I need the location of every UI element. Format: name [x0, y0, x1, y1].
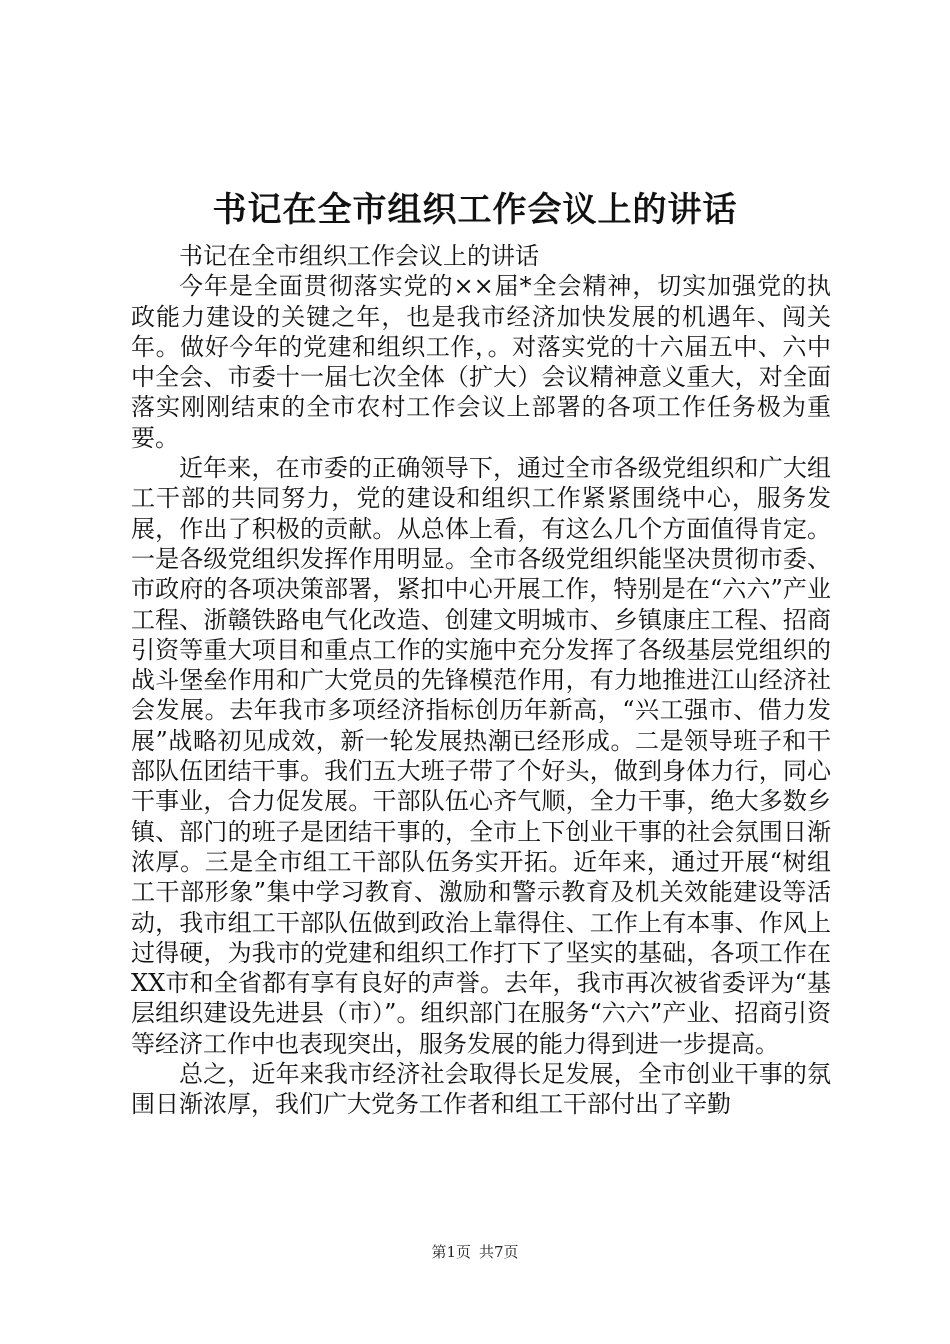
page-footer — [0, 1242, 950, 1262]
paragraph-intro: 今年是全面贯彻落实党的××届*全会精神，切实加强党的执政能力建设的关键之年，也是我市经济加快发展的机遇年、闯关年。做好今年的党建和组织工作，。对落实党的十六届五中、六中中全会、市委十一届七次全体（扩大）会议精神意义重大，对全面落实刚刚结束的全市农村工作会议上部署的各项工作任务极为重要。 — [131, 272, 831, 452]
paragraph-achievements: 近年来，在市委的正确领导下，通过全市各级党组织和广大组工干部的共同努力，党的建设和组织工作紧紧围绕中心，服务发展，作出了积极的贡献。从总体上看，有这么几个方面值得肯定。一是各级党组织发挥作用明显。全市各级党组织能坚决贯彻市委、市政府的各项决策部署，紧扣中心开展工作，特别是在“六六”产业工程、浙赣铁路电气化改造、创建文明城市、乡镇康庄工程、招商引资等重大项目和重点工作的实施中充分发挥了各级基层党组织的战斗堡垒作用和广大党员的先锋模范作用，有力地推进江山经济社会发展。去年我市多项经济指标创历年新高，“兴工强市、借力发展”战略初见成效，新一轮发展热潮已经形成。二是领导班子和干部队伍团结干事。我们五大班子带了个好头，做到身体力行，同心干事业，合力促发展。干部队伍心齐气顺，全力干事，绝大多数乡镇、部门的班子是团结干事的，全市上下创业干事的社会氛围日渐浓厚。三是全市组工干部队伍务实开拓。近年来，通过开展“树组工干部形象”集中学习教育、激励和警示教育及机关效能建设等活动，我市组工干部队伍做到政治上靠得住、工作上有本事、作风上过得硬，为我市的党建和组织工作打下了坚实的基础，各项工作在XX市和全省都有享有良好的声誉。去年，我市再次被省委评为“基层组织建设先进县（市）”。组织部门在服务“六六”产业、招商引资等经济工作中也表现突出，服务发展的能力得到进一步提高。 — [131, 454, 831, 1058]
document-body — [131, 241, 831, 1120]
paragraph-summary: 总之，近年来我市经济社会取得长足发展，全市创业干事的氛围日渐浓厚，我们广大党务工作者和组工干部付出了辛勤 — [131, 1060, 831, 1119]
document-title: 书记在全市组织工作会议上的讲话 — [212, 190, 738, 230]
page-number: 第1页 — [431, 1243, 471, 1261]
page-total: 共7页 — [479, 1243, 519, 1261]
paragraph-subtitle: 书记在全市组织工作会议上的讲话 — [179, 242, 539, 270]
